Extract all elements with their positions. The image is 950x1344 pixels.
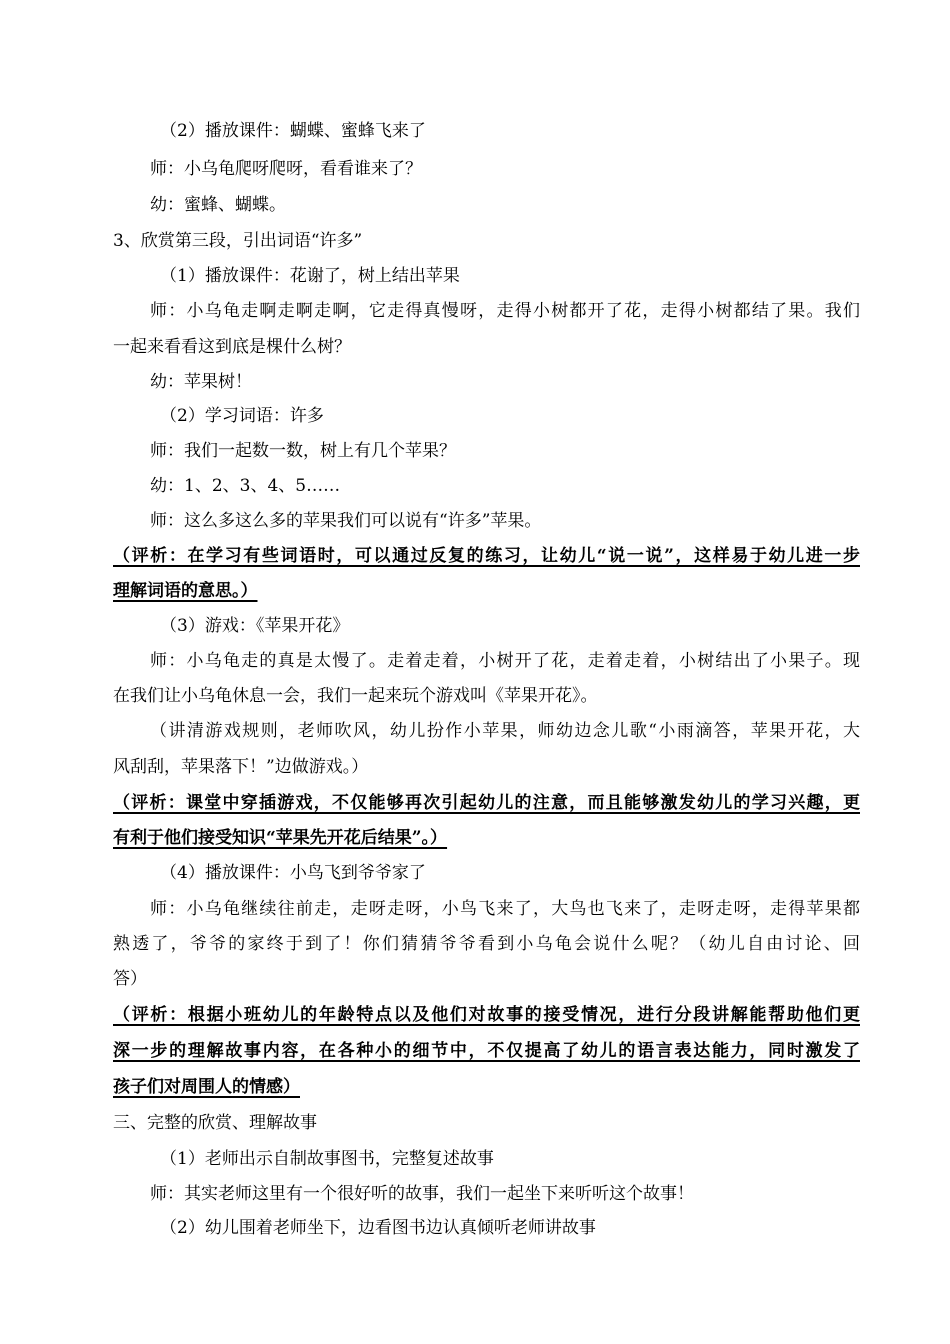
evaluation-note: （评析：根据小班幼儿的年龄特点以及他们对故事的接受情况，进行分段讲解能帮助他们更 [113, 1005, 860, 1025]
step-learn-word: （2）学习词语：许多 [160, 406, 324, 426]
step-play-courseware-apple: （1）播放课件：花谢了，树上结出苹果 [160, 266, 460, 286]
section-heading-three: 三、完整的欣赏、理解故事 [113, 1113, 317, 1133]
teacher-line: 师：这么多这么多的苹果我们可以说有“许多”苹果。 [150, 511, 542, 531]
game-rules: （讲清游戏规则，老师吹风，幼儿扮作小苹果，师幼边念儿歌“小雨滴答，苹果开花，大 [150, 721, 860, 741]
evaluation-note-cont: 孩子们对周围人的情感） [113, 1077, 300, 1097]
step-game: （3）游戏：《苹果开花》 [160, 616, 350, 636]
step-play-courseware-bird: （4）播放课件：小鸟飞到爷爷家了 [160, 863, 426, 883]
step-listen-story: （2）幼儿围着老师坐下，边看图书边认真倾听老师讲故事 [160, 1218, 596, 1238]
teacher-line-cont: 一起来看看这到底是棵什么树？ [113, 337, 351, 357]
section-heading-3: 3、欣赏第三段，引出词语“许多” [113, 231, 363, 251]
child-line: 幼：蜜蜂、蝴蝶。 [150, 195, 286, 215]
teacher-line: 师：小乌龟爬呀爬呀，看看谁来了？ [150, 159, 422, 179]
teacher-line: 师：我们一起数一数，树上有几个苹果？ [150, 441, 456, 461]
evaluation-note-cont: 有利于他们接受知识“苹果先开花后结果”。） [113, 828, 448, 848]
teacher-line: 师：其实老师这里有一个很好听的故事，我们一起坐下来听听这个故事！ [150, 1184, 694, 1204]
teacher-line-cont: 答） [113, 969, 147, 989]
child-line: 幼：1、2、3、4、5…… [150, 476, 341, 496]
teacher-line: 师：小乌龟走的真是太慢了。走着走着，小树开了花，走着走着，小树结出了小果子。现 [150, 651, 860, 671]
step-play-courseware-butterfly: （2）播放课件：蝴蝶、蜜蜂飞来了 [160, 121, 426, 141]
game-rules-cont: 风刮刮，苹果落下！”边做游戏。） [113, 757, 369, 777]
child-line: 幼：苹果树！ [150, 372, 252, 392]
evaluation-note-cont: 理解词语的意思。） [113, 581, 258, 601]
evaluation-note-cont: 深一步的理解故事内容，在各种小的细节中，不仅提高了幼儿的语言表达能力，同时激发了 [113, 1041, 860, 1061]
evaluation-note: （评析：课堂中穿插游戏，不仅能够再次引起幼儿的注意，而且能够激发幼儿的学习兴趣，更 [113, 793, 860, 813]
teacher-line-cont: 在我们让小乌龟休息一会，我们一起来玩个游戏叫《苹果开花》。 [113, 686, 598, 706]
teacher-line: 师：小乌龟继续往前走，走呀走呀，小鸟飞来了，大鸟也飞来了，走呀走呀，走得苹果都 [150, 899, 860, 919]
step-show-book: （1）老师出示自制故事图书，完整复述故事 [160, 1149, 494, 1169]
teacher-line-cont: 熟透了，爷爷的家终于到了！你们猜猜爷爷看到小乌龟会说什么呢？（幼儿自由讨论、回 [113, 934, 860, 954]
teacher-line: 师：小乌龟走啊走啊走啊，它走得真慢呀，走得小树都开了花，走得小树都结了果。我们 [150, 301, 860, 321]
evaluation-note: （评析：在学习有些词语时，可以通过反复的练习，让幼儿“说一说”，这样易于幼儿进一步 [113, 546, 860, 566]
